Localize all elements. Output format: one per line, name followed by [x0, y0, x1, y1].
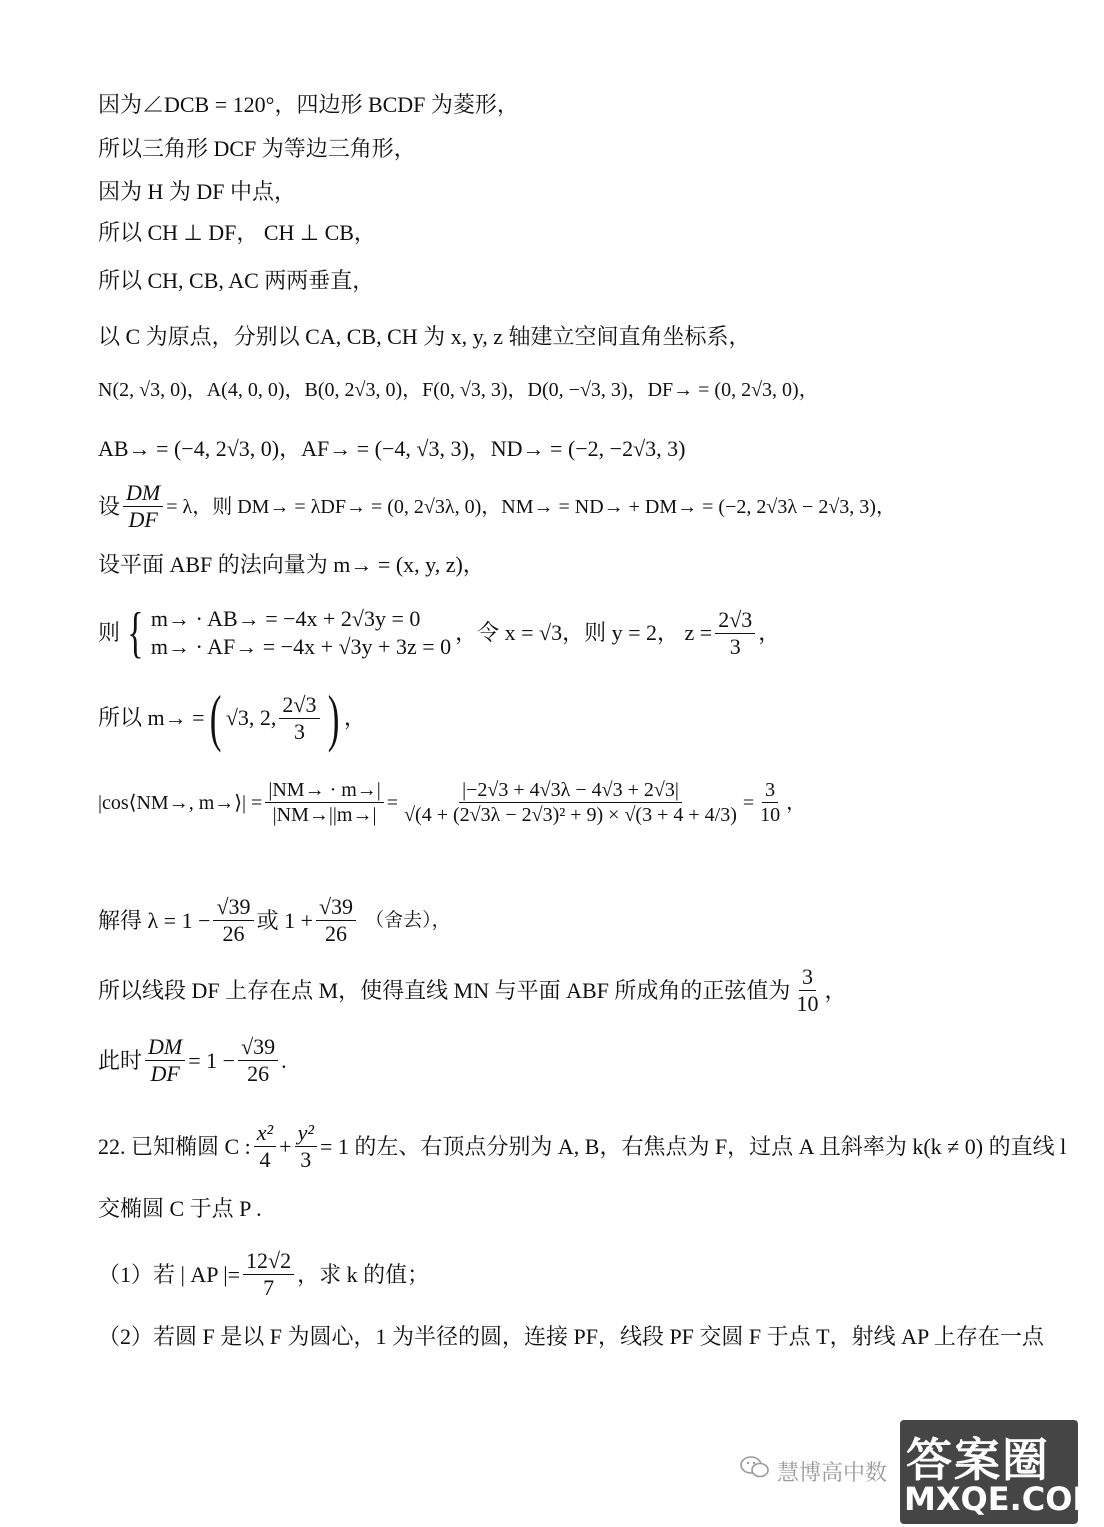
fraction-m-z: [279, 691, 319, 744]
line-3: 因为 H 为 DF 中点，: [98, 179, 297, 204]
part-1-rest: ，求 k 的值；: [297, 1261, 430, 1287]
line-10: 设平面 ABF 的法向量为 m→ = (x, y, z)，: [98, 552, 485, 577]
denominator: DF: [128, 507, 158, 532]
denominator: 3: [729, 633, 741, 659]
question-22-line-1: [98, 1122, 1066, 1171]
line-1: 因为∠DCB = 120°，四边形 BCDF 为菱形，: [98, 92, 519, 117]
question-22-line-2: 交椭圆 C 于点 P .: [98, 1196, 262, 1221]
numerator: √39: [238, 1036, 278, 1061]
numerator: |−2√3 + 4√3λ − 4√3 + 2√3|: [459, 780, 682, 803]
line-4: 所以 CH ⊥ DF， CH ⊥ CB，: [98, 220, 376, 245]
comma: ，: [343, 705, 366, 730]
line-9-rest: = λ，则 DM→ = λDF→ = (0, 2√3λ, 0)，NM→ = ND→ + DM→ = (−2, 2√3λ − 2√3, 3)，: [166, 495, 896, 518]
line-15-text: 所以线段 DF 上存在点 M，使得直线 MN 与平面 ABF 所成角的正弦值为: [98, 977, 791, 1003]
numerator: 12√2: [243, 1250, 294, 1275]
denominator: 3: [293, 718, 305, 744]
question-22-part-1: [98, 1250, 429, 1299]
denominator: 3: [300, 1147, 312, 1172]
numerator: |NM→ · m→|: [265, 780, 383, 803]
denominator: DF: [150, 1061, 180, 1086]
line-14-discard: （舍去），: [365, 910, 451, 931]
line-16-eq: = 1 −: [188, 1047, 236, 1073]
line-13: [98, 780, 806, 825]
line-11-prefix: 则: [98, 620, 121, 645]
line-8: AB→ = (−4, 2√3, 0)，AF→ = (−4, √3, 3)，ND→ = (−2, −2√3, 3): [98, 436, 686, 461]
line-15: [98, 966, 846, 1015]
line-13-prefix: |cos⟨NM→, m→⟩| =: [98, 791, 263, 814]
left-paren-icon: (: [209, 682, 222, 753]
equals: =: [386, 791, 399, 814]
fraction-y2-3: [295, 1122, 317, 1171]
numerator: DM: [145, 1036, 185, 1061]
fraction-cos: [265, 780, 383, 825]
line-14-prefix: 解得 λ = 1 −: [98, 907, 211, 933]
numerator: 2√3: [715, 609, 755, 634]
fraction-x2-4: [254, 1122, 276, 1171]
comma: ，: [758, 620, 781, 645]
fraction-ap: [243, 1250, 294, 1299]
denominator: 4: [259, 1147, 271, 1172]
fraction-dm-df: [123, 482, 163, 531]
comma: ，: [824, 977, 847, 1003]
right-paren-icon: ): [327, 682, 340, 753]
watermark-logo-text: 答案圈: [906, 1433, 1050, 1487]
line-12-content: √3, 2,: [225, 705, 277, 730]
comma: ，: [786, 791, 807, 814]
fraction-z: [715, 606, 755, 659]
watermark-url: MXQE.COM: [904, 1480, 1104, 1518]
numerator: 3: [799, 966, 816, 991]
fraction-cos-expanded: [401, 780, 740, 825]
numerator: √39: [213, 896, 253, 921]
part-1-prefix: （1）若 | AP |=: [98, 1261, 241, 1287]
line-6: 以 C 为原点，分别以 CA, CB, CH 为 x, y, z 轴建立空间直角坐标系，: [98, 324, 751, 349]
watermark-source: 慧博高中数: [777, 1461, 888, 1486]
numerator: 2√3: [279, 694, 319, 719]
numerator: 3: [762, 780, 778, 803]
numerator: DM: [123, 482, 163, 507]
line-2: 所以三角形 DCF 为等边三角形，: [98, 136, 416, 161]
fraction-result: [757, 780, 783, 825]
line-16: [98, 1036, 287, 1085]
line-7: N(2, √3, 0)，A(4, 0, 0)，B(0, 2√3, 0)，F(0, √3, 3)，D(0, −√3, 3)，DF→ = (0, 2√3, 0)，: [98, 379, 819, 401]
equation-system: [151, 608, 451, 658]
line-9: [98, 482, 896, 531]
fraction-sqrt39-a: [213, 896, 253, 945]
line-11: [98, 602, 781, 664]
denominator: 26: [222, 921, 245, 946]
denominator: 26: [325, 921, 348, 946]
line-9-prefix: 设: [98, 493, 121, 519]
fraction-dm-df-2: [145, 1036, 185, 1085]
fraction-sine: [793, 966, 821, 1015]
denominator: 10: [796, 991, 819, 1016]
line-14: [98, 896, 451, 945]
denominator: 7: [263, 1275, 275, 1300]
equals: =: [742, 791, 755, 814]
line-5: 所以 CH, CB, AC 两两垂直，: [98, 268, 375, 293]
denominator: √(4 + (2√3λ − 2√3)² + 9) × √(3 + 4 + 4/3): [404, 804, 737, 826]
denominator: 26: [247, 1061, 270, 1086]
left-brace-icon: {: [127, 602, 144, 664]
line-12: [98, 682, 366, 753]
fraction-sqrt39-c: [238, 1036, 278, 1085]
numerator: x²: [254, 1122, 276, 1147]
line-12-prefix: 所以 m→ =: [98, 705, 205, 730]
question-22-part-2: （2）若圆 F 是以 F 为圆心，1 为半径的圆，连接 PF，线段 PF 交圆 F 于点 T，射线 AP 上存在一点: [98, 1324, 1044, 1349]
equation-row-2: m→ · AF→ = −4x + √3y + 3z = 0: [150, 634, 452, 659]
period: .: [281, 1047, 287, 1073]
line-16-prefix: 此时: [98, 1047, 143, 1073]
question-22-rest: = 1 的左、右顶点分别为 A, B，右焦点为 F，过点 A 且斜率为 k(k ≠ 0) 的直线 l: [319, 1133, 1067, 1159]
numerator: y²: [295, 1122, 317, 1147]
denominator: |NM→||m→|: [272, 804, 377, 826]
fraction-sqrt39-b: [316, 896, 356, 945]
denominator: 10: [760, 804, 781, 826]
line-14-or: 或 1 +: [256, 907, 313, 933]
line-11-rest: ，令 x = √3，则 y = 2， z =: [455, 620, 713, 645]
wechat-icon: [740, 1455, 770, 1479]
numerator: √39: [316, 896, 356, 921]
question-22-prefix: 22. 已知椭圆 C :: [98, 1133, 251, 1159]
plus: +: [279, 1133, 292, 1159]
equation-row-1: m→ · AB→ = −4x + 2√3y = 0: [150, 606, 421, 631]
